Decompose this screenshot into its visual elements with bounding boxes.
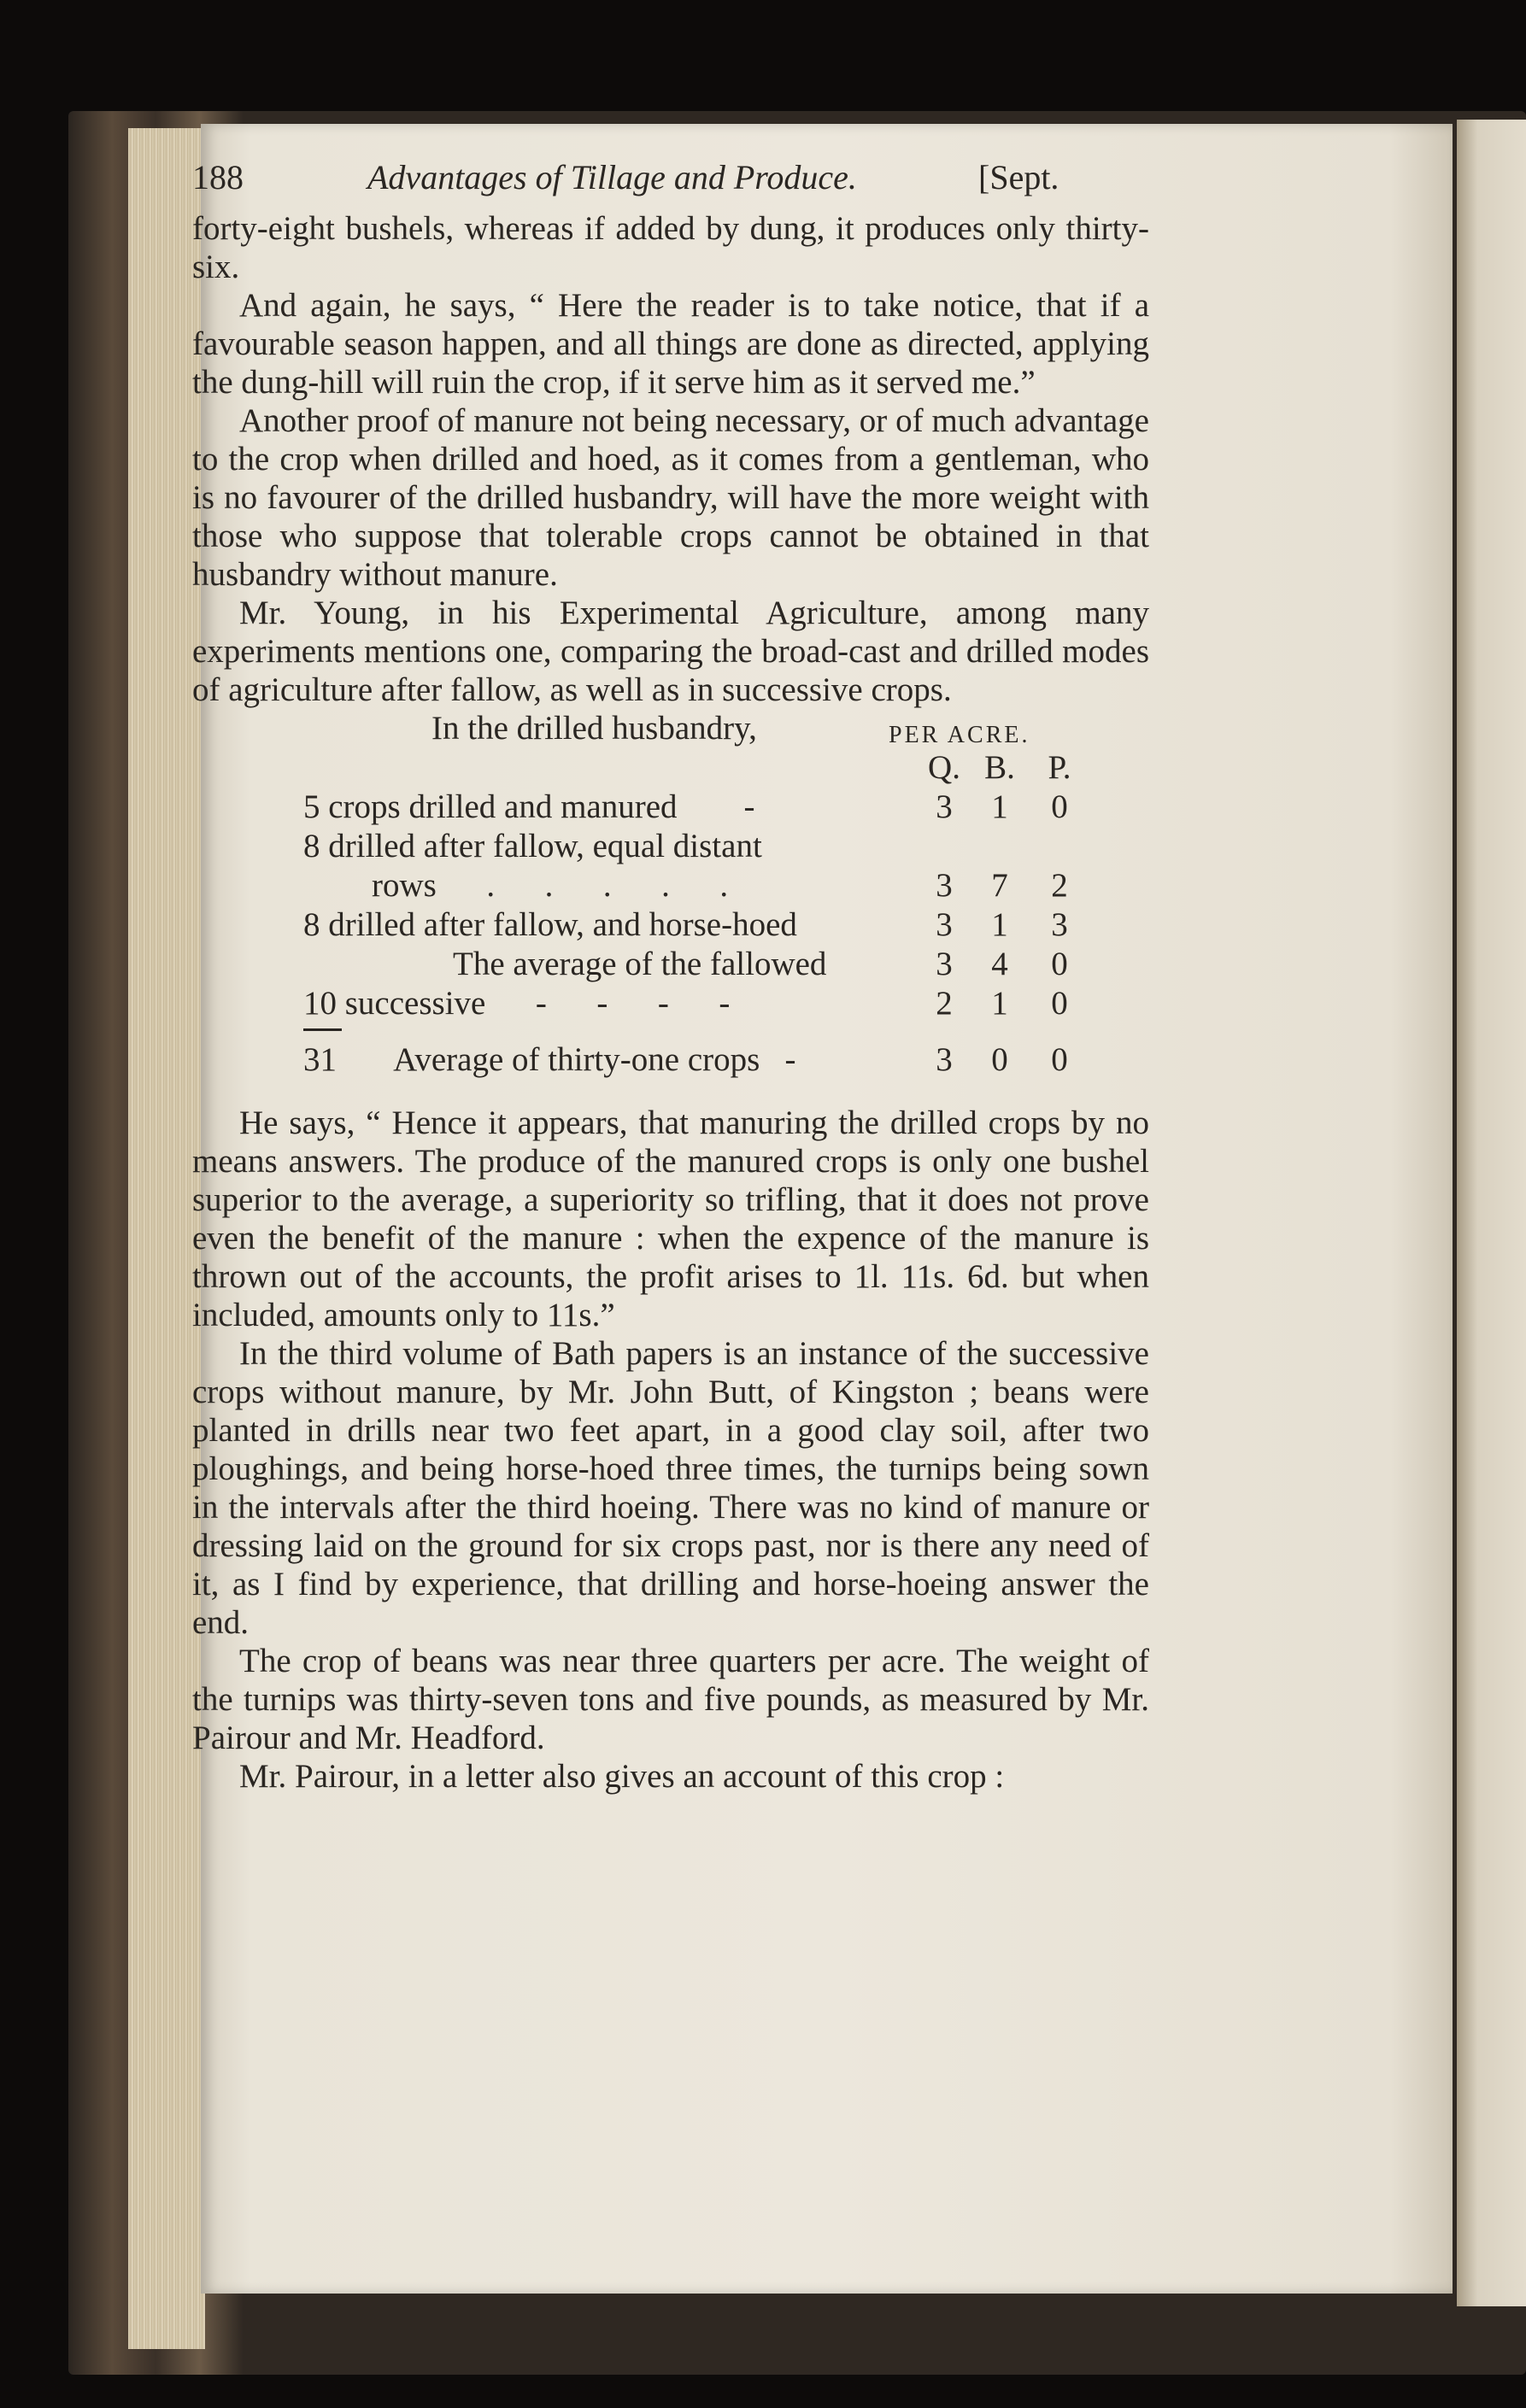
paragraph: Mr. Young, in his Experimental Agriculture, among many experiments mentions one, comparing the broad-cast and drilled modes of agriculture after fallow, as well as in successive crops. [192, 595, 1149, 708]
paragraph: Another proof of manure not being necessary, or of much advantage to the crop when drilled and hoed, as it comes from a gentleman, who is no favourer of the drilled husbandry, will have the more weight with those who suppose that tolerable crops cannot be obtained in that husbandry without manure. [192, 402, 1149, 593]
cell-p: 0 [1051, 1041, 1068, 1078]
cell-b: 1 [991, 985, 1008, 1022]
row-label: 5 crops drilled and manured - [303, 788, 755, 825]
paragraph: The crop of beans was near three quarters per acre. The weight of the turnips was thirty-seven tons and five pounds, as measured by Mr. Pairour and Mr. Headford. [192, 1643, 1149, 1756]
cell-b: 0 [991, 1041, 1008, 1078]
cell-q: 3 [936, 867, 953, 904]
table-row [192, 788, 1149, 827]
cell-b: 1 [991, 906, 1008, 943]
table-row [192, 827, 1149, 866]
facing-page-edge [1457, 120, 1526, 2306]
table-total-row [192, 1040, 1149, 1080]
paragraph: He says, “ Hence it appears, that manuring the drilled crops by no means answers. The produce of the manured crops is only one bushel superior to the average, a superiority so trifling, that it does not prove even the benefit of the manure : when the expence of the manure is thrown out of the accounts, the profit arises to 1l. 11s. 6d. but when included, amounts only to 11s.” [192, 1104, 1149, 1333]
cell-q: 3 [936, 946, 953, 982]
row-label: rows . . . . . [372, 867, 729, 904]
row-label: The average of the fallowed [453, 946, 827, 982]
yield-table [192, 709, 1149, 1080]
table-row [192, 984, 1149, 1023]
cell-q: 3 [936, 1041, 953, 1078]
cell-b: 1 [991, 788, 1008, 825]
row-label: 10 successive - - - - [303, 985, 731, 1022]
table-rule [192, 1023, 1149, 1040]
row-label: 8 drilled after fallow, equal distant [303, 828, 762, 864]
per-acre-heading: PER ACRE. [889, 722, 1030, 748]
cell-q: 3 [936, 788, 953, 825]
page-text [192, 158, 1149, 1796]
table-row [192, 866, 1149, 905]
cell-p: 0 [1051, 946, 1068, 982]
cell-b: 4 [991, 946, 1008, 982]
paragraph: In the third volume of Bath papers is an instance of the successive crops without manure, by Mr. John Butt, of Kingston ; beans were planted in drills near two feet apart, in a good clay soil, after two ploughings, and being horse-hoed three times, the turnips being sown in the intervals after the third hoeing. There was no kind of manure or dressing laid on the ground for six crops past, nor is there any need of it, as I find by experience, that drilling and horse-hoeing answer the end. [192, 1335, 1149, 1641]
cell-p: 0 [1051, 985, 1068, 1022]
cell-b: 7 [991, 867, 1008, 904]
column-header: Q. [928, 749, 960, 786]
row-label: 31 Average of thirty-one crops - [303, 1041, 796, 1078]
page-number: 188 [192, 158, 244, 196]
column-header: P. [1048, 749, 1071, 786]
table-intro: In the drilled husbandry, [431, 710, 757, 747]
cell-q: 3 [936, 906, 953, 943]
cell-p: 0 [1051, 788, 1068, 825]
section-marker: [Sept. [978, 158, 1059, 196]
paragraph: And again, he says, “ Here the reader is to take notice, that if a favourable season happen, and all things are done as directed, applying the dung-hill will ruin the crop, if it serve him as it served me.” [192, 287, 1149, 401]
table-column-headers [192, 748, 1149, 788]
row-label: 8 drilled after fallow, and horse-hoed [303, 906, 797, 943]
cell-p: 3 [1051, 906, 1068, 943]
table-row [192, 905, 1149, 945]
cell-q: 2 [936, 985, 953, 1022]
running-header [192, 158, 1149, 209]
cell-p: 2 [1051, 867, 1068, 904]
paragraph: forty-eight bushels, whereas if added by dung, it produces only thirty-six. [192, 210, 1149, 285]
running-title: Advantages of Tillage and Produce. [367, 158, 857, 196]
table-row [192, 945, 1149, 984]
column-header: B. [984, 749, 1015, 786]
paragraph: Mr. Pairour, in a letter also gives an account of this crop : [239, 1758, 1005, 1795]
